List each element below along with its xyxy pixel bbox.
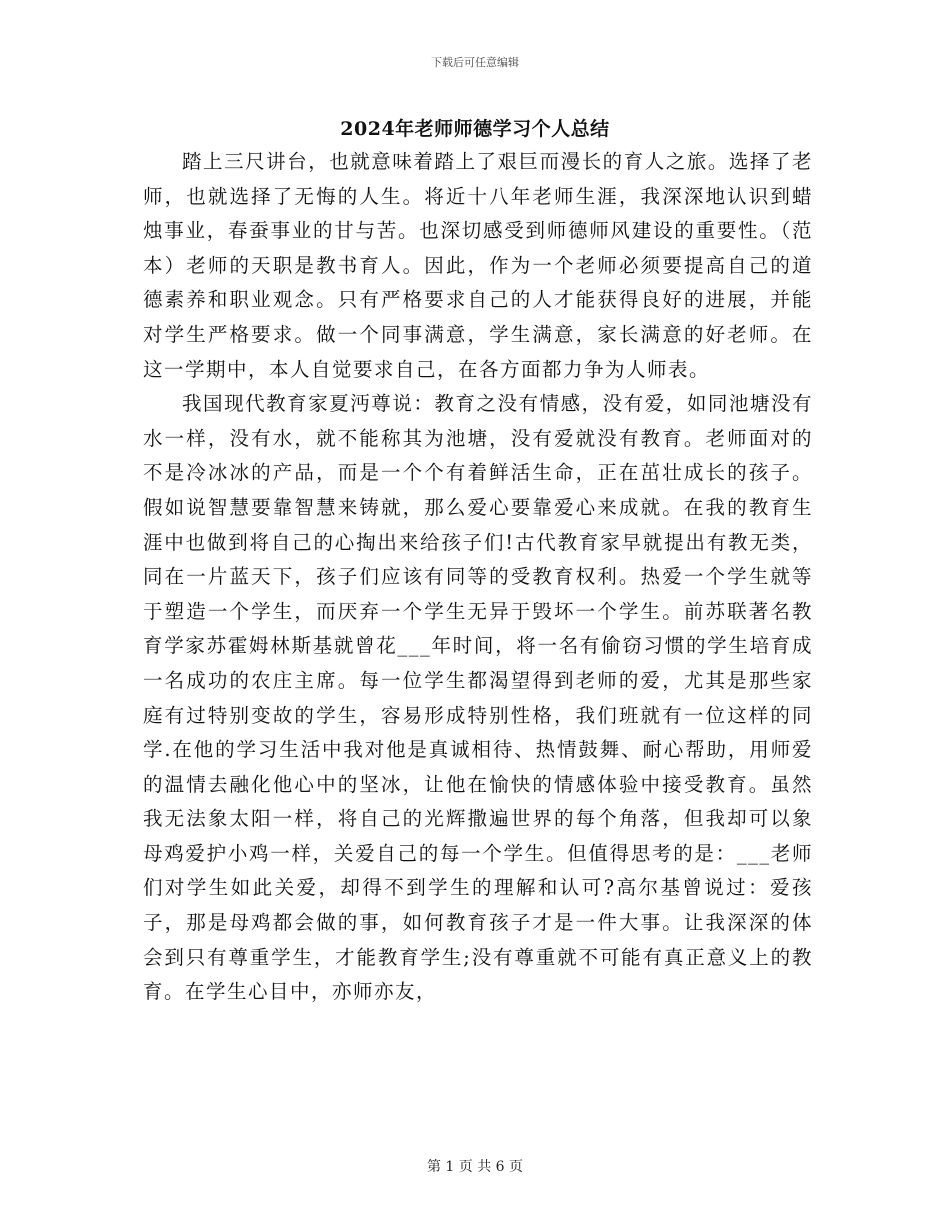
document-body: [143, 145, 813, 1010]
page-header-note: 下载后可任意编辑: [431, 56, 519, 69]
paragraph: 踏上三尺讲台，也就意味着踏上了艰巨而漫长的育人之旅。选择了老师，也就选择了无悔的人生。将近十八年老师生涯，我深深地认识到蜡烛事业，春蚕事业的甘与苦。也深切感受到师德师风建设的重要性。（范本）老师的天职是教书育人。因此，作为一个老师必须要提高自己的道德素养和职业观念。只有严格要求自己的人才能获得良好的进展，并能对学生严格要求。做一个同事满意，学生满意，家长满意的好老师。在这一学期中，本人自觉要求自己，在各方面都力争为人师表。: [143, 150, 813, 381]
document-title: 2024年老师师德学习个人总结: [340, 118, 610, 140]
page-footer: 第 1 页 共 6 页: [426, 1159, 524, 1175]
paragraph: 我国现代教育家夏沔尊说：教育之没有情感，没有爱，如同池塘没有水一样，没有水，就不能称其为池塘，没有爱就没有教育。老师面对的不是冷冰冰的产品，而是一个个有着鲜活生命，正在茁壮成长的孩子。假如说智慧要靠智慧来铸就，那么爱心要靠爱心来成就。在我的教育生涯中也做到将自己的心掏出来给孩子们!古代教育家早就提出有教无类，同在一片蓝天下，孩子们应该有同等的受教育权利。热爱一个学生就等于塑造一个学生，而厌弃一个学生无异于毁坏一个学生。前苏联著名教育学家苏霍姆林斯基就曾花___年时间，将一名有偷窃习惯的学生培育成一名成功的农庄主席。每一位学生都渴望得到老师的爱，尤其是那些家庭有过特别变故的学生，容易形成特别性格，我们班就有一位这样的同学.在他的学习生活中我对他是真诚相待、热情鼓舞、耐心帮助，用师爱的温情去融化他心中的坚冰，让他在愉快的情感体验中接受教育。虽然我无法象太阳一样，将自己的光辉撒遍世界的每个角落，但我却可以象母鸡爱护小鸡一样，关爱自己的每一个学生。但值得思考的是：___老师们对学生如此关爱，却得不到学生的理解和认可?高尔基曾说过：爱孩子，那是母鸡都会做的事，如何教育孩子才是一件大事。让我深深的体会到只有尊重学生，才能教育学生;没有尊重就不可能有真正意义上的教育。在学生心目中，亦师亦友，: [143, 392, 813, 1004]
